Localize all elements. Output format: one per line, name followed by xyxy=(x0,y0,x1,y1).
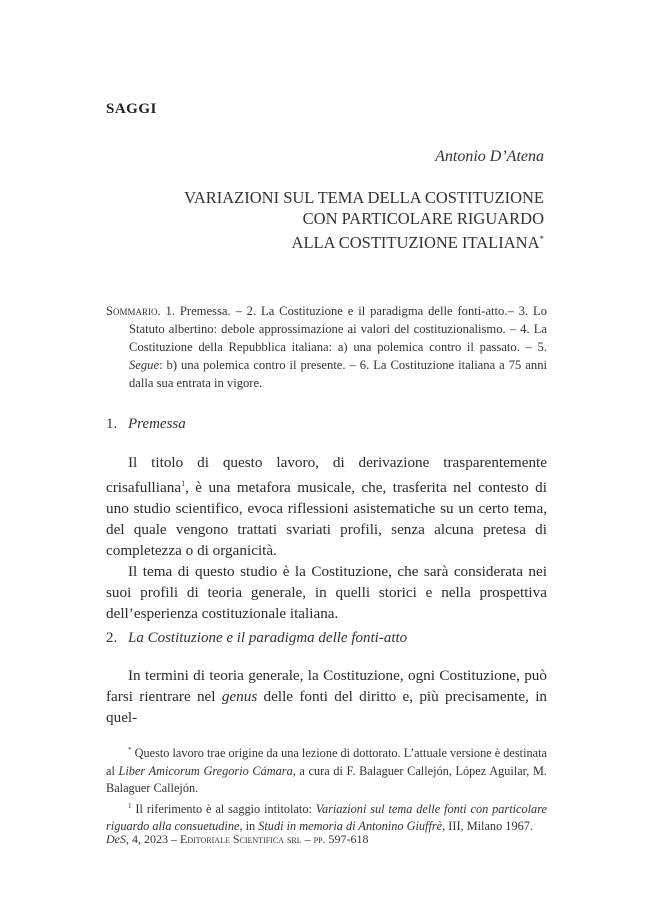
summary-text-part-1: 1. Premessa. – 2. La Costituzione e il paradigma delle fonti-atto.– 3. Lo Statuto albertino: debole approssimazione ai valori del costituzionalismo. – 4. La Costituzione della Repubblica italiana: a) una polemica contro il passato. – 5. xyxy=(129,304,547,354)
title-footnote-mark[interactable]: * xyxy=(539,234,544,244)
section-label: SAGGI xyxy=(106,101,157,117)
summary-block xyxy=(106,302,547,392)
journal-name: DeS xyxy=(106,832,126,846)
section-1-body xyxy=(106,452,547,624)
title-line-3: ALLA COSTITUZIONE ITALIANA* xyxy=(291,233,544,252)
summary-text-part-2: : b) una polemica contro il presente. – 6. La Costituzione italiana a 75 anni dalla sua entrata in vigore. xyxy=(129,358,547,390)
footnote-star: * Questo lavoro trae origine da una lezione di dottorato. L’attuale versione è destinata al Liber Amicorum Gregorio Cámara, a cura di F. Balaguer Callejón, López Aguilar, M. Balaguer Callejón. xyxy=(106,746,547,795)
footnotes xyxy=(106,742,547,836)
footer-publisher-info: , 4, 2023 – Editoriale Scientifica srl – pp. 597-618 xyxy=(126,832,369,846)
section-2-number: 2. xyxy=(106,630,118,646)
section-1-heading xyxy=(106,416,186,433)
paragraph: Il tema di questo studio è la Costituzione, che sarà considerata nei suoi profili di teoria generale, in quelli storici e nella prospettiva dell’esperienza costituzionale italiana. xyxy=(106,563,547,622)
section-2-title: La Costituzione e il paradigma delle fonti-atto xyxy=(128,630,408,646)
section-1-number: 1. xyxy=(106,416,118,432)
page-footer xyxy=(106,832,369,847)
footnote-ref-1[interactable]: 1 xyxy=(181,479,186,488)
article-title xyxy=(84,187,544,253)
section-2-heading xyxy=(106,630,407,647)
title-line-1: VARIAZIONI SUL TEMA DELLA COSTITUZIONE xyxy=(184,188,544,207)
summary-label: Sommario. xyxy=(106,304,161,318)
paragraph: In termini di teoria generale, la Costituzione, ogni Costituzione, può farsi rientrare nel genus delle fonti del diritto e, più precisamente, in quel- xyxy=(106,667,548,726)
title-line-2: CON PARTICOLARE RIGUARDO xyxy=(302,209,544,228)
paragraph: Il titolo di questo lavoro, di derivazione trasparentemente crisafulliana$^1$, è una metafora musicale, che, trasferita nel contesto di uno studio scientifico, evoca riflessioni asistematiche su un certo tema, del quale vengono trattati svariati profili, senza alcuna pretesa di completezza o di organicità. xyxy=(106,454,547,559)
summary-segue: Segue xyxy=(129,358,160,372)
author-name: Antonio D’Atena xyxy=(435,148,544,165)
footnote-1: $^1$ Il riferimento è al saggio intitolato: Variazioni sul tema delle fonti con particolare riguardo alla consuetudine, in Studi in memoria di Antonino Giuffrè, III, Milano 1967. xyxy=(106,801,547,833)
section-2-body xyxy=(106,665,547,728)
section-1-title: Premessa xyxy=(128,416,186,432)
